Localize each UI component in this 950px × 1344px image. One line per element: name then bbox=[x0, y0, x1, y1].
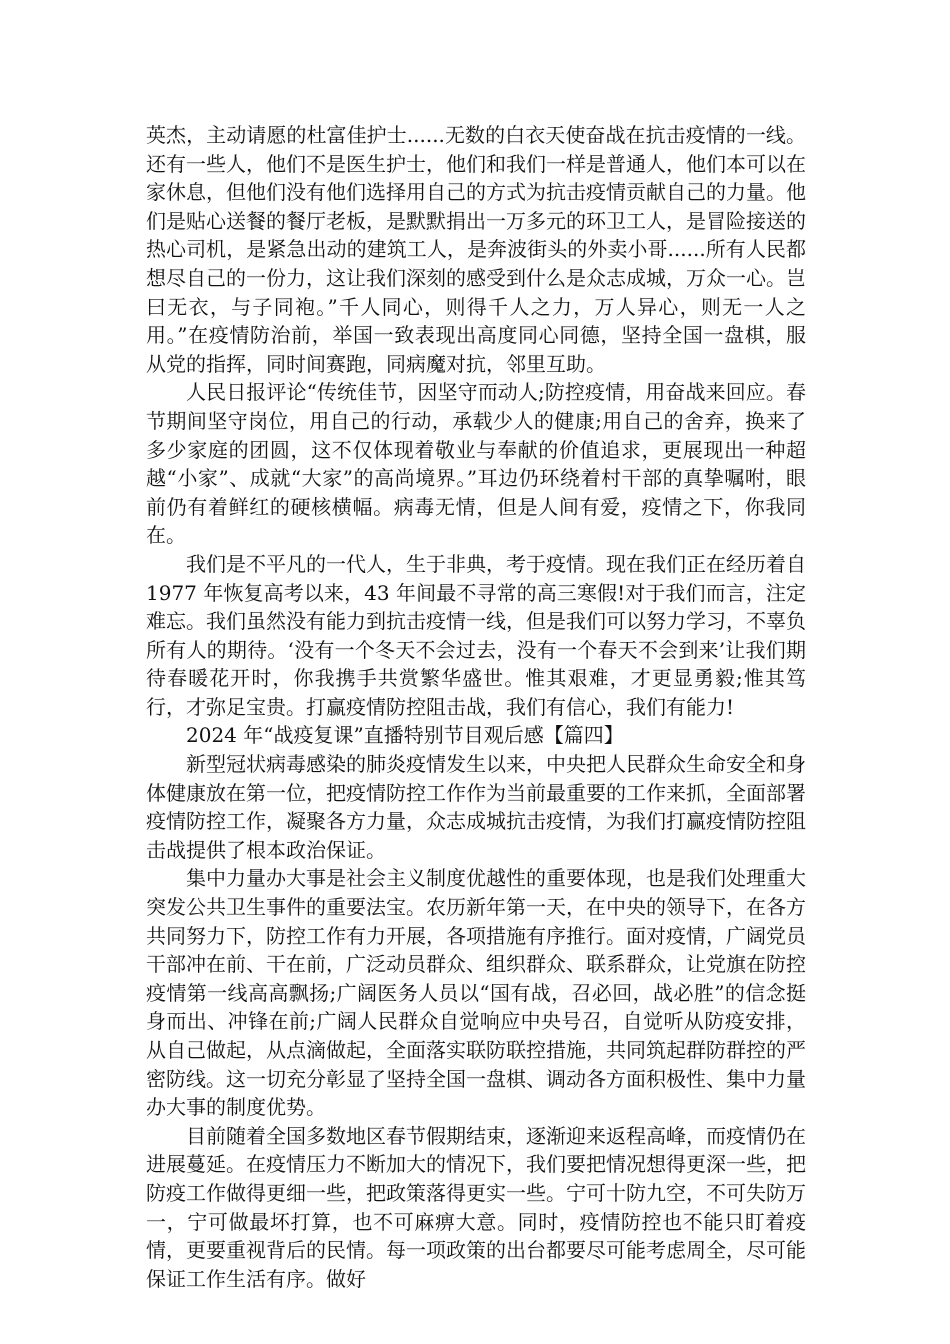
paragraph: 集中力量办大事是社会主义制度优越性的重要体现，也是我们处理重大突发公共卫生事件的重要法宝。农历新年第一天，在中央的领导下，在各方共同努力下，防控工作有力开展，各项措施有序推行。面对疫情，广阔党员干部冲在前、干在前，广泛动员群众、组织群众、联系群众，让党旗在防控疫情第一线高高飘扬;广阔医务人员以“国有战，召必回，战必胜”的信念挺身而出、冲锋在前;广阔人民群众自觉响应中央号召，自觉听从防疫安排，从自己做起，从点滴做起，全面落实联防联控措施，共同筑起群防群控的严密防线。这一切充分彰显了坚持全国一盘棋、调动各方面积极性、集中力量办大事的制度优势。 bbox=[146, 866, 806, 1120]
paragraph: 目前随着全国多数地区春节假期结束，逐渐迎来返程高峰，而疫情仍在进展蔓延。在疫情压力不断加大的情况下，我们要把情况想得更深一些，把防疫工作做得更细一些，把政策落得更实一些。宁可十防九空，不可失防万一，宁可做最坏打算，也不可麻痹大意。同时，疫情防控也不能只盯着疫情，更要重视背后的民情。每一项政策的出台都要尽可能考虑周全，尽可能保证工作生活有序。做好 bbox=[146, 1123, 806, 1291]
document-page bbox=[146, 121, 806, 1293]
paragraph: 英杰，主动请愿的杜富佳护士......无数的白衣天使奋战在抗击疫情的一线。还有一些人，他们不是医生护士，他们和我们一样是普通人，他们本可以在家休息，但他们没有他们选择用自己的方式为抗击疫情贡献自己的力量。他们是贴心送餐的餐厅老板，是默默捐出一万多元的环卫工人，是冒险接送的热心司机，是紧急出动的建筑工人，是奔波街头的外卖小哥......所有人民都想尽自己的一份力，这让我们深刻的感受到什么是众志成城，万众一心。岂曰无衣，与子同袍。”千人同心，则得千人之力，万人异心，则无一人之用。”在疫情防治前，举国一致表现出高度同心同德，坚持全国一盘棋，服从党的指挥，同时间赛跑，同病魔对抗，邻里互助。 bbox=[146, 123, 806, 376]
section-heading: 2024 年“战疫复课”直播特别节目观后感【篇四】 bbox=[186, 723, 624, 748]
paragraph: 新型冠状病毒感染的肺炎疫情发生以来，中央把人民群众生命安全和身体健康放在第一位，把疫情防控工作作为当前最重要的工作来抓，全面部署疫情防控工作，凝聚各方力量，众志成城抗击疫情，为我们打赢疫情防控阻击战提供了根本政治保证。 bbox=[146, 752, 806, 862]
paragraph: 人民日报评论“传统佳节，因坚守而动人;防控疫情，用奋战来回应。春节期间坚守岗位，用自己的行动，承载少人的健康;用自己的舍弃，换来了多少家庭的团圆，这不仅体现着敬业与奉献的价值追求，更展现出一种超越“小家”、成就“大家”的高尚境界。”耳边仍环绕着村干部的真挚嘱咐，眼前仍有着鲜红的硬核横幅。病毒无情，但是人间有爱，疫情之下，你我同在。 bbox=[146, 380, 806, 548]
paragraph: 我们是不平凡的一代人，生于非典，考于疫情。现在我们正在经历着自 1977 年恢复高考以来，43 年间最不寻常的高三寒假!对于我们而言，注定难忘。我们虽然没有能力到抗击疫情一线，但是我们可以努力学习，不辜负所有人的期待。‘没有一个冬天不会过去，没有一个春天不会到来’让我们期待春暖花开时，你我携手共赏繁华盛世。惟其艰难，才更显勇毅;惟其笃行，才弥足宝贵。打赢疫情防控阻击战，我们有信心，我们有能力! bbox=[146, 551, 806, 719]
